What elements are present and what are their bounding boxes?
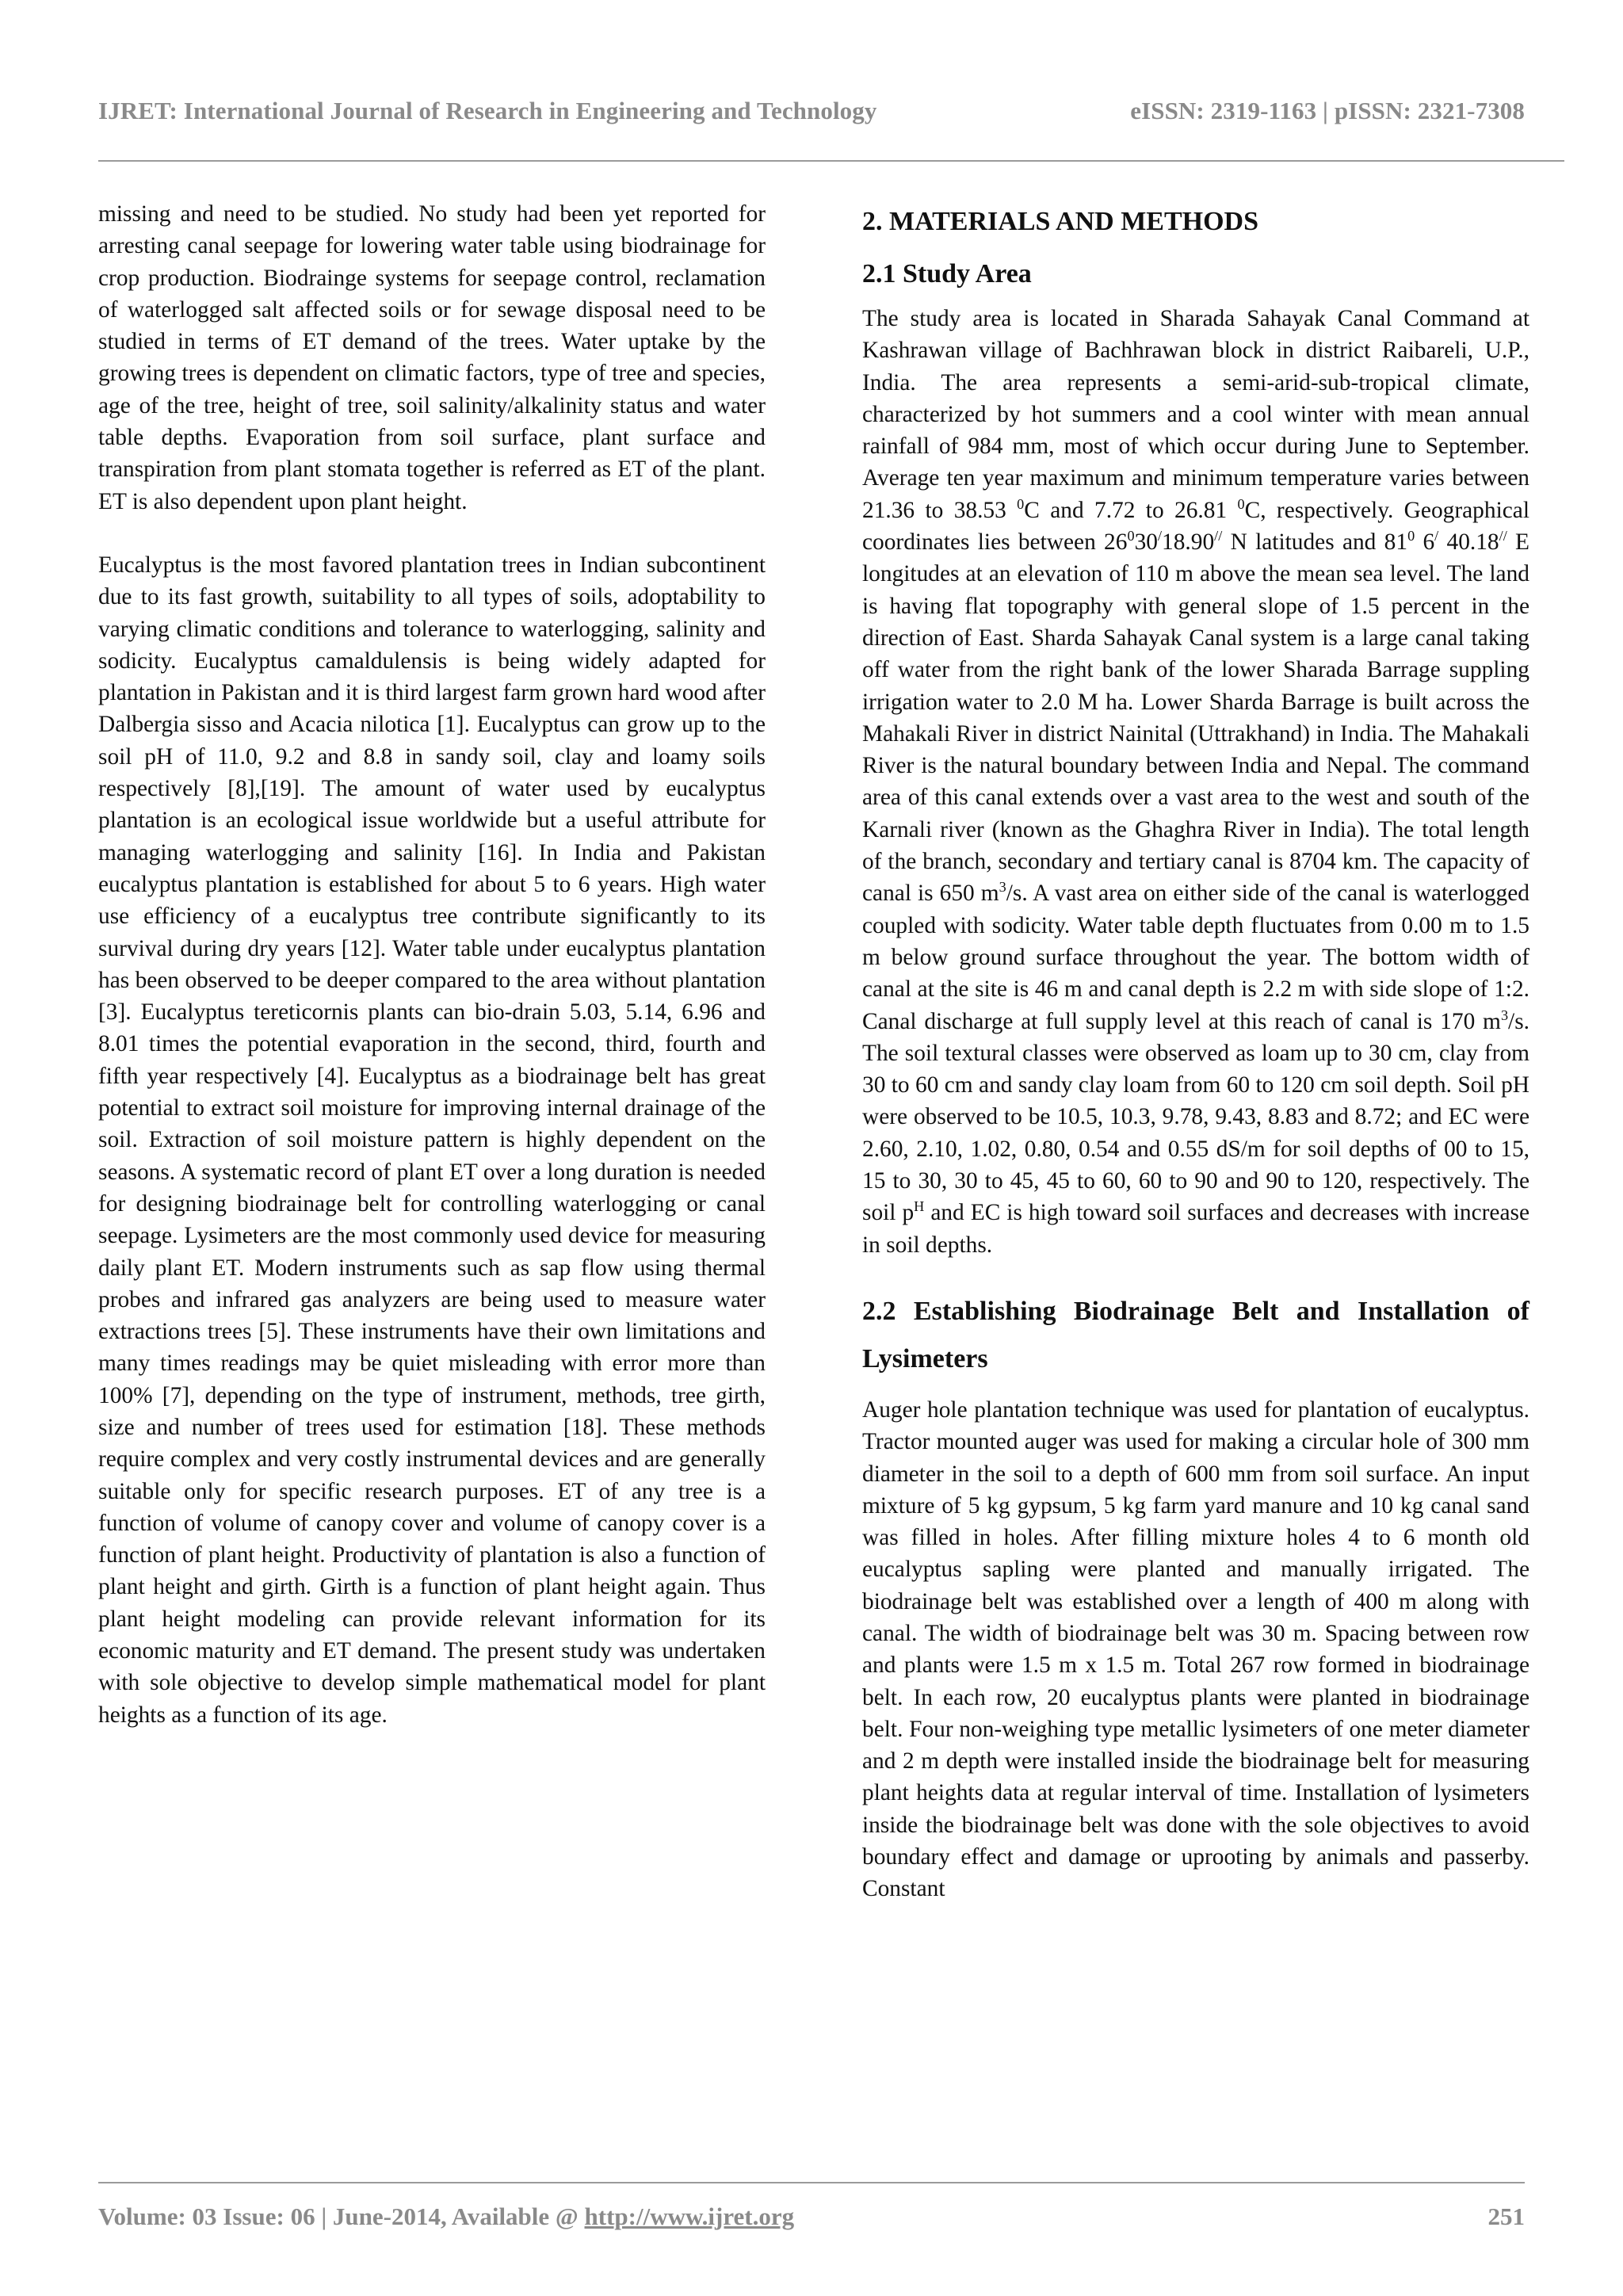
header-divider (98, 160, 1564, 162)
journal-link[interactable]: http://www.ijret.org (584, 2202, 795, 2230)
subsection-heading-study-area: 2.1 Study Area (862, 259, 1032, 288)
page-footer (98, 2202, 1525, 2231)
journal-title: IJRET: International Journal of Research in Engineering and Technology (98, 97, 877, 124)
biodrainage-paragraph: Auger hole plantation technique was used for plantation of eucalyptus. Tractor mounted auger was used for making a circular hole of 300 mm diameter in the soil to a depth of 600 mm from soil surface. An input mixture of 5 kg gypsum, 5 kg farm yard manure and 10 kg canal sand was filled in holes. After filling mixture holes 4 to 6 month old eucalyptus sapling were planted and manually irrigated. The biodrainage belt was established over a length of 400 m along with canal. The width of biodrainage belt was 30 m. Spacing between row and plants were 1.5 m x 1.5 m. Total 267 row formed in biodrainage belt. In each row, 20 eucalyptus plants were planted in biodrainage belt. Four non-weighing type metallic lysimeters of one meter diameter and 2 m depth were installed inside the biodrainage belt for measuring plant heights data at regular interval of time. Installation of lysimeters inside the biodrainage belt was done with the sole objectives to avoid boundary effect and damage or uprooting by animals and passerby. Constant (862, 1396, 1529, 1902)
intro-paragraph-1: missing and need to be studied. No study had been yet reported for arresting canal seepage for lowering water table using biodrainage for crop production. Biodrainge systems for seepage control, reclamation of waterlogged salt affected soils or for sewage disposal need to be studied in terms of ET demand of the trees. Water uptake by the growing trees is dependent on climatic factors, type of tree and species, age of the tree, height of tree, soil salinity/alkalinity status and water table depths. Evaporation from soil surface, plant surface and transpiration from plant stomata together is referred as ET of the plant. ET is also dependent upon plant height. (98, 201, 766, 514)
volume-info: Volume: 03 Issue: 06 | June-2014, Available @ http://www.ijret.org (98, 2202, 795, 2230)
subsection-heading-biodrainage-lysimeters: 2.2 Establishing Biodrainage Belt and Installation of Lysimeters (862, 1296, 1529, 1373)
section-heading-materials-methods: 2. MATERIALS AND METHODS (862, 207, 1258, 236)
issn-info: eISSN: 2319-1163 | pISSN: 2321-7308 (1130, 97, 1525, 124)
left-column (98, 198, 766, 1731)
right-column (862, 198, 1529, 1905)
page-header (98, 97, 1525, 125)
intro-paragraph-2: Eucalyptus is the most favored plantation trees in Indian subcontinent due to its fast growth, suitability to all types of soils, adoptability to varying climatic conditions and tolerance to waterlogging, salinity and sodicity. Eucalyptus camaldulensis is being widely adapted for plantation in Pakistan and it is third largest farm grown hard wood after Dalbergia sisso and Acacia nilotica [1]. Eucalyptus can grow up to the soil pH of 11.0, 9.2 and 8.8 in sandy soil, clay and loamy soils respectively [8],[19]. The amount of water used by eucalyptus plantation is an ecological issue worldwide but a useful attribute for managing waterlogging and salinity [16]. In India and Pakistan eucalyptus plantation is established for about 5 to 6 years. High water use efficiency of a eucalyptus tree contribute significantly to its survival during dry years [12]. Water table under eucalyptus plantation has been observed to be deeper compared to the area without plantation [3]. Eucalyptus tereticornis plants can bio-drain 5.03, 5.14, 6.96 and 8.01 times the potential evaporation in the second, third, fourth and fifth year respectively [4]. Eucalyptus as a biodrainage belt has great potential to extract soil moisture for improving internal drainage of the soil. Extraction of soil moisture pattern is highly dependent on the seasons. A systematic record of plant ET over a long duration is needed for designing biodrainage belt for controlling waterlogging or canal seepage. Lysimeters are the most commonly used device for measuring daily plant ET. Modern instruments such as sap flow using thermal probes and infrared gas analyzers are being used to measure water extractions trees [5]. These instruments have their own limitations and many times readings may be quiet misleading with error more than 100% [7], depending on the type of instrument, methods, tree girth, size and number of trees used for estimation [18]. These methods require complex and very costly instrumental devices and are generally suitable only for specific research purposes. ET of any tree is a function of volume of canopy cover and volume of canopy cover is a function of plant height. Productivity of plantation is also a function of plant height and girth. Girth is a function of plant height again. Thus plant height modeling can provide relevant information for its economic maturity and ET demand. The present study was undertaken with sole objective to develop simple mathematical model for plant heights as a function of its age. (98, 552, 766, 1728)
footer-divider (98, 2182, 1525, 2183)
page-number: 251 (1487, 2202, 1525, 2230)
study-area-paragraph: The study area is located in Sharada Sahayak Canal Command at Kashrawan village of Bachhrawan block in district Raibareli, U.P., India. The area represents a semi-arid-sub-tropical climate, characterized by hot summers and a cool winter with mean annual rainfall of 984 mm, most of which occur during June to September. Average ten year maximum and minimum temperature varies between 21.36 to 38.53 $^0$C and 7.72 to 26.81 $^0$C, respectively. Geographical coordinates lies between $26^030^/18.90^{//}$ N latitudes and $81^0$ 6/ 40.18// E longitudes at an elevation of 110 m above the mean sea level. The land is having flat topography with general slope of 1.5 percent in the direction of East. Sharda Sahayak Canal system is a large canal taking off water from the right bank of the lower Sharada Barrage suppling irrigation water to 2.0 M ha. Lower Sharda Barrage is built across the Mahakali River in district Nainital (Uttrakhand) in India. The Mahakali River is the natural boundary between India and Nepal. The command area of this canal extends over a vast area to the west and south of the Karnali river (known as the Ghaghra River in India). The total length of the branch, secondary and tertiary canal is 8704 km. The capacity of canal is 650 $m^3/s$. A vast area on either side of the canal is waterlogged coupled with sodicity. Water table depth fluctuates from 0.00 m to 1.5 m below ground surface throughout the year. The bottom width of canal at the site is 46 m and canal depth is 2.2 m with side slope of 1:2. Canal discharge at full supply level at this reach of canal is 170 $m^3/s$. The soil textural classes were observed as loam up to 30 cm, clay from 30 to 60 cm and sandy clay loam from 60 to 120 cm soil depth. Soil pH were observed to be 10.5, 10.3, 9.78, 9.43, 8.83 and 8.72; and EC were 2.60, 2.10, 1.02, 0.80, 0.54 and 0.55 dS/m for soil depths of 00 to 15, 15 to 30, 30 to 45, 45 to 60, 60 to 90 and 90 to 120, respectively. The soil $p^H$ and EC is high toward soil surfaces and decreases with increase in soil depths. (862, 306, 1530, 1258)
